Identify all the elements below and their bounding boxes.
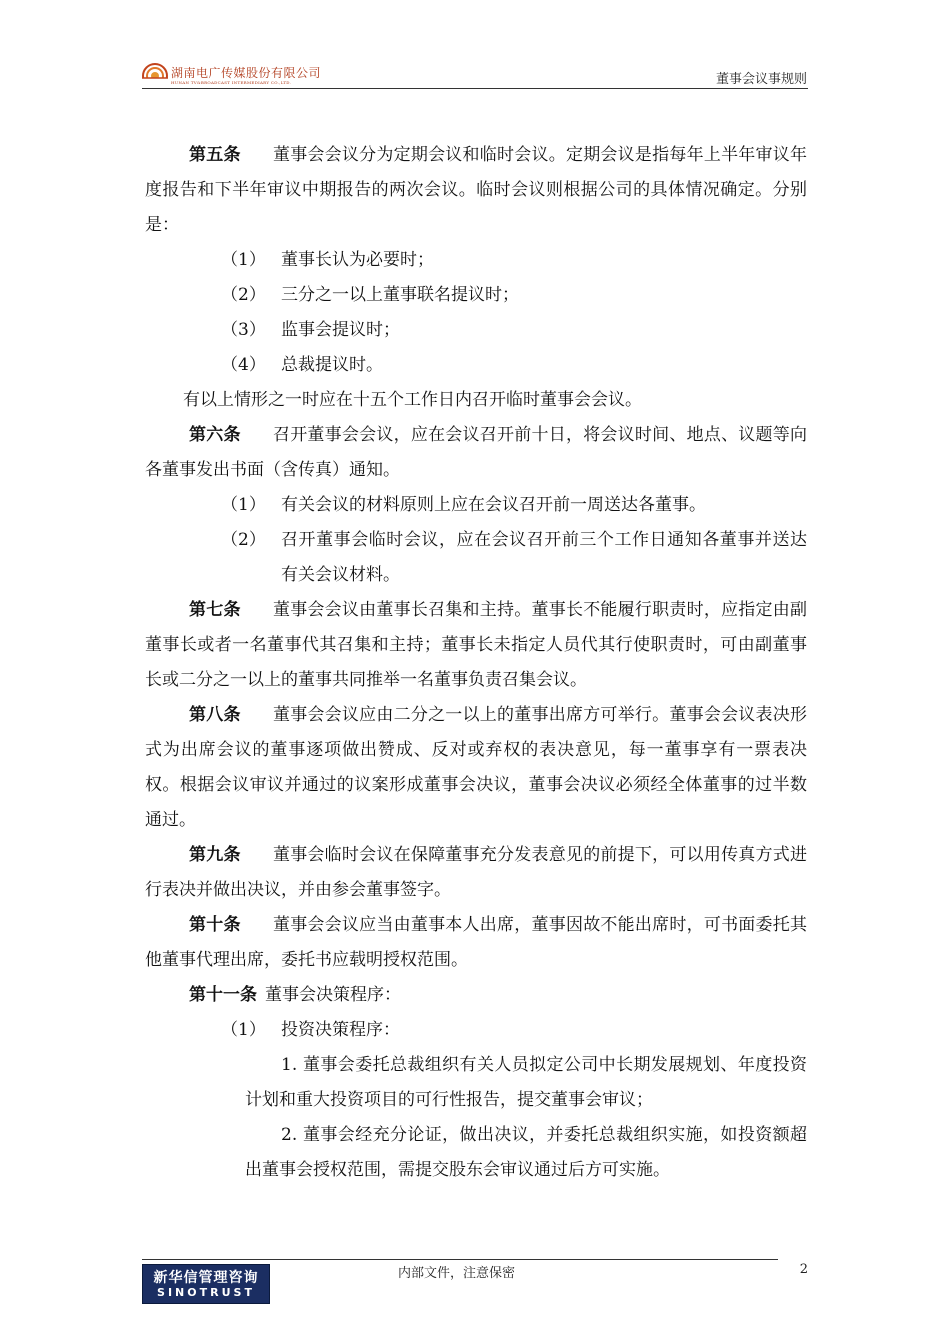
list-item-text: 有关会议的材料原则上应在会议召开前一周送达各董事。 <box>281 495 706 515</box>
article-8 <box>145 698 807 838</box>
header-document-title: 董事会议事规则 <box>715 72 807 87</box>
article-label: 第八条 <box>189 705 241 725</box>
article-label: 第九条 <box>189 845 241 865</box>
list-item-number: （2） <box>221 285 266 305</box>
article-text: 董事会会议分为定期会议和临时会议。定期会议是指每年上半年审议年度报告和下半年审议中期报告的两次会议。临时会议则根据公司的具体情况确定。分别是： <box>145 145 808 235</box>
list-item-text: 监事会提议时； <box>281 320 400 340</box>
list-item-text: 召开董事会临时会议，应在会议召开前三个工作日通知各董事并送达有关会议材料。 <box>281 530 807 585</box>
article-label: 第十一条 <box>189 985 257 1005</box>
list-item-text: 三分之一以上董事联名提议时； <box>281 285 519 305</box>
header-divider <box>142 88 808 89</box>
list-item-text: 董事长认为必要时； <box>281 250 434 270</box>
list-item <box>145 278 807 313</box>
article-text: 董事会会议应当由董事本人出席，董事因故不能出席时，可书面委托其他董事代理出席，委托书应载明授权范围。 <box>145 915 808 970</box>
article-text: 董事会会议由董事长召集和主持。董事长不能履行职责时，应指定由副董事长或者一名董事代其召集和主持；董事长未指定人员代其行使职责时，可由副董事长或二分之一以上的董事共同推举一名董事负责召集会议。 <box>145 600 808 690</box>
document-body <box>145 138 807 1188</box>
article-text: 召开董事会会议，应在会议召开前十日，将会议时间、地点、议题等向各董事发出书面（含传真）通知。 <box>145 425 808 480</box>
list-item <box>145 313 807 348</box>
article-text: 董事会会议应由二分之一以上的董事出席方可举行。董事会会议表决形式为出席会议的董事逐项做出赞成、反对或弃权的表决意见，每一董事享有一票表决权。根据会议审议并通过的议案形成董事会决议，董事会决议必须经全体董事的过半数通过。 <box>145 705 808 830</box>
list-item <box>145 523 807 593</box>
list-item-text: 投资决策程序： <box>281 1020 400 1040</box>
article-10 <box>145 908 807 978</box>
sub-list-item: 2. 董事会经充分论证，做出决议，并委托总裁组织实施，如投资额超出董事会授权范围，需提交股东会审议通过后方可实施。 <box>245 1125 807 1180</box>
article-text: 董事会决策程序： <box>265 985 401 1005</box>
footer-confidential-note: 内部文件，注意保密 <box>398 1266 516 1281</box>
list-item <box>145 243 807 278</box>
article-9 <box>145 838 807 908</box>
list-item-number: （1） <box>221 250 266 270</box>
page-number: 2 <box>799 1262 808 1277</box>
header-company-name-en: HUNAN TV&BROADCAST INTERMEDIARY CO.,LTD. <box>171 80 292 85</box>
article-text: 董事会临时会议在保障董事充分发表意见的前提下，可以用传真方式进行表决并做出决议，并由参会董事签字。 <box>145 845 808 900</box>
list-item <box>145 348 807 383</box>
list-item-number: （3） <box>221 320 266 340</box>
sun-logo-icon <box>141 61 169 87</box>
article-6 <box>145 418 807 488</box>
article-label: 第六条 <box>189 425 241 445</box>
article-label: 第五条 <box>189 145 241 165</box>
list-item-number: （2） <box>221 530 266 550</box>
list-item-number: （1） <box>221 1020 266 1040</box>
footer-logo-text-en: SINOTRUST <box>157 1286 255 1299</box>
article-7 <box>145 593 807 698</box>
footer-logo-text-cn: 新华信管理咨询 <box>153 1270 259 1286</box>
article-5 <box>145 138 807 243</box>
article-label: 第十条 <box>189 915 241 935</box>
list-item-number: （4） <box>221 355 266 375</box>
list-item-number: （1） <box>221 495 266 515</box>
article-11 <box>145 978 807 1013</box>
article-label: 第七条 <box>189 600 241 620</box>
list-item <box>145 488 807 523</box>
article-5-closing: 有以上情形之一时应在十五个工作日内召开临时董事会会议。 <box>183 390 642 410</box>
list-item <box>145 1013 807 1048</box>
sub-list-item: 1. 董事会委托总裁组织有关人员拟定公司中长期发展规划、年度投资计划和重大投资项目的可行性报告，提交董事会审议； <box>245 1055 807 1110</box>
header-company-name: 湖南电广传媒股份有限公司 <box>171 66 322 80</box>
sinotrust-logo <box>142 1264 270 1304</box>
footer-divider <box>142 1259 778 1260</box>
list-item-text: 总裁提议时。 <box>281 355 383 375</box>
